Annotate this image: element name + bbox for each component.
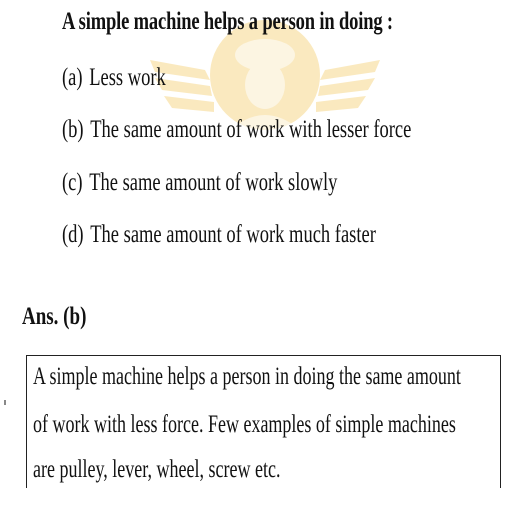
option-letter: (b) [62, 116, 84, 143]
explanation-line-1: A simple machine helps a person in doing the same amount [33, 363, 461, 390]
option-text: The same amount of work with lesser force [90, 116, 412, 143]
option-text: Less work [89, 64, 166, 91]
explanation-line-3: are pulley, lever, wheel, screw etc. [33, 456, 281, 483]
explanation-line-2: of work with less force. Few examples of simple machines [33, 411, 456, 438]
option-letter: (c) [62, 169, 83, 196]
option-text: The same amount of work much faster [90, 221, 376, 248]
question-text: A simple machine helps a person in doing : [62, 8, 393, 35]
option-letter: (a) [62, 64, 83, 91]
answer-label: Ans. (b) [22, 303, 87, 330]
option-a [62, 64, 166, 92]
option-b [62, 116, 411, 144]
option-text: The same amount of work slowly [89, 169, 338, 196]
margin-mark [4, 400, 6, 405]
option-letter: (d) [62, 221, 84, 248]
option-d [62, 221, 376, 249]
option-c [62, 169, 337, 197]
